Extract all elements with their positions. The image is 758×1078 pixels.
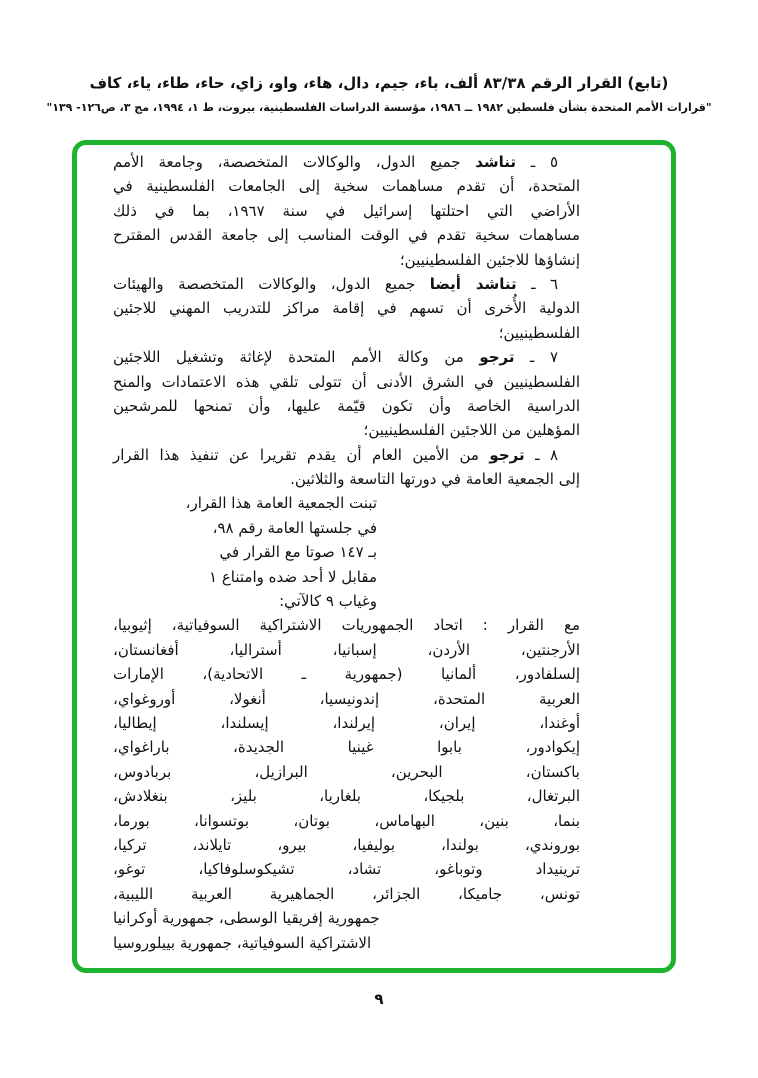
text-line: مساهمات سخية تقدم في الوقت المناسب إلى جامعة القدس المقترح: [113, 226, 580, 245]
text-line: باكستان، البحرين، البرازيل، بربادوس،: [113, 762, 580, 781]
line-text: جميع الدول، والوكالات المتخصصة، وجامعة الأمم: [113, 153, 476, 171]
text-line: العربية المتحدة، إندونيسيا، أنغولا، أوروغواي،: [113, 689, 580, 708]
paragraph-6: [113, 272, 580, 345]
operative-verb: ترجو: [479, 348, 515, 367]
line-text: جميع الدول، والوكالات المتخصصة والهيئات: [113, 274, 430, 293]
text-line: إلسلفادور، ألمانيا (جمهورية ـ الاتحادية)، الإمارات: [113, 665, 580, 684]
text-line: [113, 443, 580, 467]
text-line: بـ ١٤٧ صوتا مع القرار في: [219, 543, 377, 562]
text-line: المتحدة، أن تقدم مساهمات سخية إلى الجامعات الفلسطينية في: [113, 177, 580, 196]
adoption-note-block: [113, 491, 580, 613]
paragraph-8: [113, 443, 580, 492]
line-text: من الأمين العام أن يقدم تقريرا عن تنفيذ هذا القرار: [113, 445, 490, 464]
text-line: ترينيداد وتوباغو، تشاد، تشيكوسلوفاكيا، توغو،: [113, 860, 580, 879]
text-line: تبنت الجمعية العامة هذا القرار،: [185, 494, 377, 513]
operative-verb: تناشد أيضا: [429, 274, 517, 293]
paragraph-7: [113, 345, 580, 443]
text-line: تونس، جاميكا، الجزائر، الجماهيرية العربية الليبية،: [113, 884, 580, 903]
text-line: [113, 345, 580, 369]
source-citation: "قرارات الأمم المتحدة بشأن فلسطين ١٩٨٢ ــ ١٩٨٦، مؤسسة الدراسات الفلسطينية، بيروت، ط ١، ١٩٩٤، مج ٣، ص١٢٦- ١٣٩": [46, 101, 712, 114]
text-line: الأراضي التي احتلتها إسرائيل في سنة ١٩٦٧، بما في ذلك: [113, 201, 580, 220]
text-line: في جلستها العامة رقم ٩٨،: [212, 518, 377, 537]
para-number: ٧ ـ: [514, 348, 559, 367]
para-number: ٦ ـ: [516, 274, 558, 293]
para-number: ٨ ـ: [524, 445, 558, 464]
text-line: [113, 272, 580, 296]
text-line: مقابل لا أحد ضده وامتناع ١: [209, 567, 377, 586]
text-line: بوروندي، بولندا، بوليفيا، بيرو، تايلاند، تركيا،: [113, 835, 580, 854]
vote-in-favour-block: [113, 613, 580, 954]
green-content-frame: [72, 140, 676, 973]
text-line: [113, 150, 580, 174]
operative-verb: تناشد: [475, 153, 517, 171]
text-line: إلى الجمعية العامة في دورتها التاسعة والثلاثين.: [290, 470, 580, 489]
text-line: أوغندا، إيران، إيرلندا، إيسلندا، إيطاليا،: [113, 713, 580, 732]
text-line: الأرجنتين، الأردن، إسبانيا، أستراليا، أفغانستان،: [113, 640, 580, 659]
text-line: الفلسطينيين؛: [498, 323, 580, 342]
page-title: (تابع) القرار الرقم ٨٣/٣٨ ألف، باء، جيم، دال، هاء، واو، زاي، حاء، طاء، ياء، كاف: [89, 74, 669, 92]
text-line: جمهورية إفريقيا الوسطى، جمهورية أوكرانيا: [113, 909, 380, 928]
text-line: إيكوادور، بابوا غينيا الجديدة، باراغواي،: [113, 738, 580, 757]
text-line: البرتغال، بلجيكا، بلغاريا، بليز، بنغلادش،: [113, 787, 580, 806]
operative-verb: ترجو: [489, 445, 525, 464]
paragraph-5: [113, 150, 580, 272]
text-line: المؤهلين من اللاجئين الفلسطينيين؛: [363, 421, 580, 440]
page-number: ٩: [374, 990, 384, 1008]
text-line: إنشاؤها للاجئين الفلسطينيين؛: [399, 250, 580, 269]
para-number: ٥ ـ: [516, 153, 558, 171]
text-line: الاشتراكية السوفياتية، جمهورية بييلوروسيا: [113, 933, 372, 952]
text-line: الدولية الأُخرى أن تسهم في إقامة مراكز للتدريب المهني للاجئين: [113, 299, 580, 318]
text-line: وغياب ٩ كالآتي:: [279, 592, 377, 611]
text-line: الدراسية الخاصة وأن تكون قيّمة عليها، وأن تمنحها للمرشحين: [113, 396, 580, 415]
text-line: مع القرار : اتحاد الجمهوريات الاشتراكية السوفياتية، إثيوبيا،: [113, 616, 580, 635]
line-text: من وكالة الأمم المتحدة لإغاثة وتشغيل اللاجئين: [113, 348, 480, 367]
resolution-text-column: [113, 150, 580, 955]
text-line: الفلسطينيين في الشرق الأدنى أن تتولى تلقي هذه الاعتمادات والمنح: [113, 372, 580, 391]
text-line: بنما، بنين، البهاماس، بوتان، بوتسوانا، بورما،: [113, 811, 580, 830]
